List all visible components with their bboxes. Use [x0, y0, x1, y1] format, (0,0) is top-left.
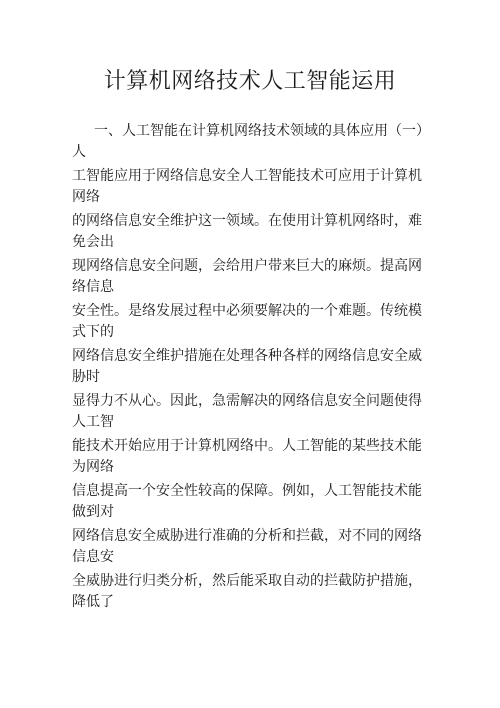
- paragraph-10: 网络信息安全威胁进行准确的分析和拦截，对不同的网络信息安: [72, 528, 422, 565]
- paragraph-7: 显得力不从心。因此，急需解决的网络信息安全问题使得人工智: [72, 393, 422, 430]
- paragraph-5: 安全性。是络发展过程中必须要解决的一个难题。传统模式下的: [72, 303, 422, 340]
- paragraph-1: 一、人工智能在计算机网络技术领域的具体应用（一）人: [72, 123, 430, 160]
- paragraph-6: 网络信息安全维护措施在处理各种各样的网络信息安全威胁时: [72, 348, 422, 385]
- paragraph-9: 信息提高一个安全性较高的保障。例如，人工智能技术能做到对: [72, 483, 422, 520]
- document-title: 计算机网络技术人工智能运用: [103, 69, 397, 94]
- paragraph-3: 的网络信息安全维护这一领域。在使用计算机网络时，难免会出: [72, 213, 422, 250]
- paragraph-2: 工智能应用于网络信息安全人工智能技术可应用于计算机网络: [72, 168, 422, 205]
- paragraph-11: 全威胁进行归类分析，然后能采取自动的拦截防护措施，降低了: [72, 573, 422, 610]
- paragraph-4: 现网络信息安全问题，会给用户带来巨大的麻烦。提高网络信息: [72, 258, 422, 295]
- paragraph-8: 能技术开始应用于计算机网络中。人工智能的某些技术能为网络: [72, 438, 422, 475]
